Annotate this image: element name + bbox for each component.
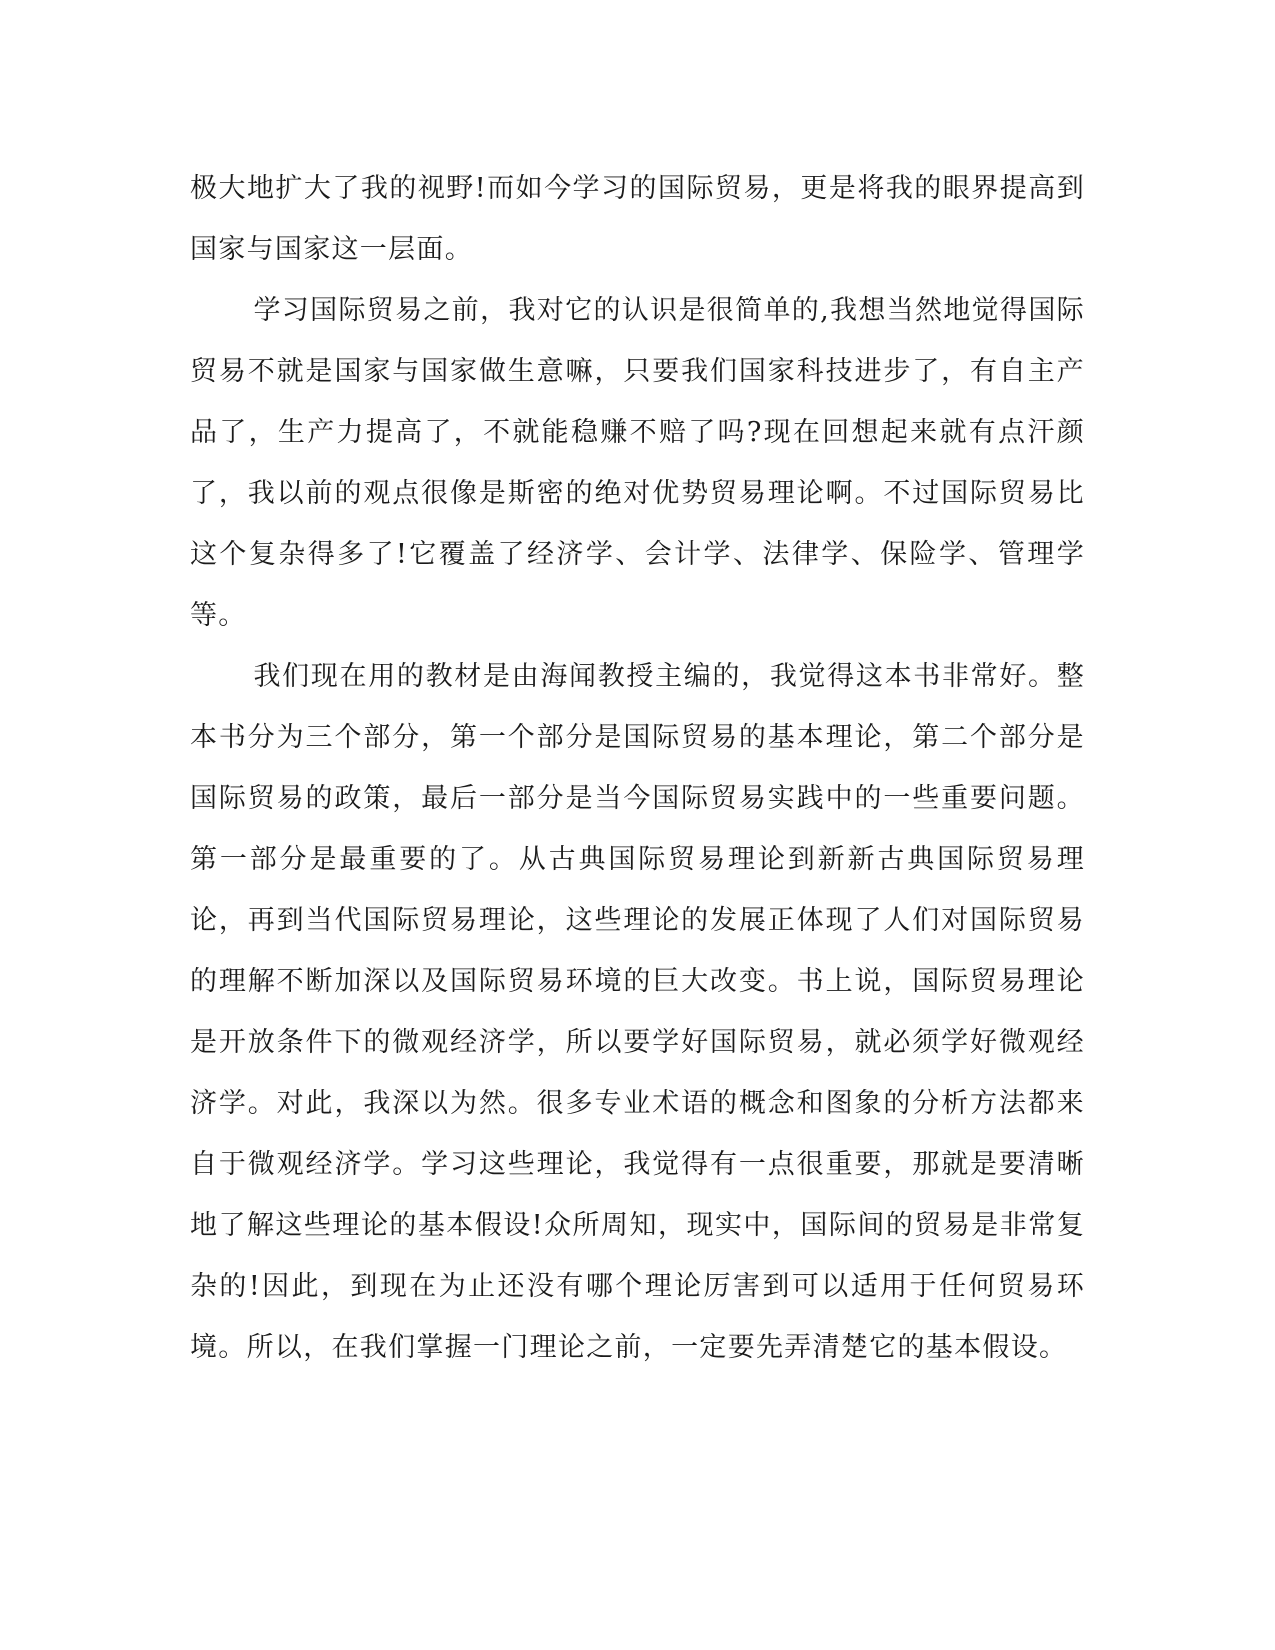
paragraph-3: 我们现在用的教材是由海闻教授主编的，我觉得这本书非常好。整本书分为三个部分，第一个部分是国际贸易的基本理论，第二个部分是国际贸易的政策，最后一部分是当今国际贸易实践中的一些重要问题。第一部分是最重要的了。从古典国际贸易理论到新新古典国际贸易理论，再到当代国际贸易理论，这些理论的发展正体现了人们对国际贸易的理解不断加深以及国际贸易环境的巨大改变。书上说，国际贸易理论是开放条件下的微观经济学，所以要学好国际贸易，就必须学好微观经济学。对此，我深以为然。很多专业术语的概念和图象的分析方法都来自于微观经济学。学习这些理论，我觉得有一点很重要，那就是要清晰地了解这些理论的基本假设!众所周知，现实中，国际间的贸易是非常复杂的!因此，到现在为止还没有哪个理论厉害到可以适用于任何贸易环境。所以，在我们掌握一门理论之前，一定要先弄清楚它的基本假设。	[190, 661, 1085, 1363]
paragraph-2: 学习国际贸易之前，我对它的认识是很简单的,我想当然地觉得国际贸易不就是国家与国家做生意嘛，只要我们国家科技进步了，有自主产品了，生产力提高了，不就能稳赚不赔了吗?现在回想起来就有点汗颜了，我以前的观点很像是斯密的绝对优势贸易理论啊。不过国际贸易比这个复杂得多了!它覆盖了经济学、会计学、法律学、保险学、管理学等。	[190, 295, 1085, 631]
body-text	[190, 158, 1085, 1378]
paragraph-1: 极大地扩大了我的视野!而如今学习的国际贸易，更是将我的眼界提高到国家与国家这一层面。	[190, 173, 1085, 265]
